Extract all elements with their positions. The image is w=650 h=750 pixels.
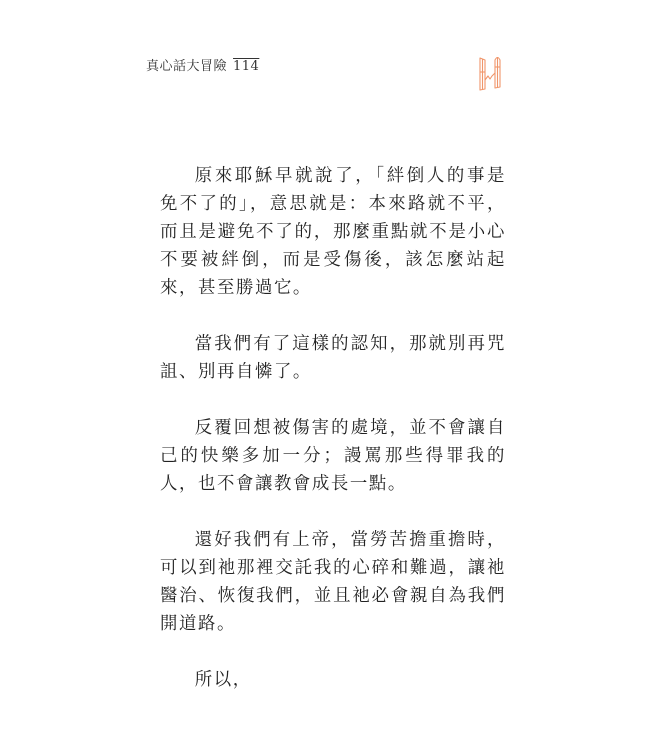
page-body [160, 162, 506, 722]
paragraph: 反覆回想被傷害的處境，並不會讓自己的快樂多加一分；謾罵那些得罪我的人，也不會讓教會成長一點。 [160, 418, 506, 494]
book-title: 真心話大冒險 [146, 59, 228, 74]
paragraph: 原來耶穌早就說了，「絆倒人的事是免不了的」，意思就是：本來路就不平，而且是避免不了的，那麼重點就不是小心不要被絆倒，而是受傷後，該怎麼站起來，甚至勝過它。 [160, 166, 506, 298]
paragraph: 還好我們有上帝，當勞苦擔重擔時，可以到祂那裡交託我的心碎和難過，讓祂醫治、恢復我們，並且祂必會親自為我們開道路。 [160, 530, 506, 634]
decorative-h-logo-icon [476, 52, 506, 94]
running-header [146, 55, 259, 74]
paragraph: 當我們有了這樣的認知，那就別再咒詛、別再自憐了。 [160, 334, 506, 382]
page-number: 114 [233, 59, 260, 74]
paragraph: 所以， [194, 670, 252, 690]
